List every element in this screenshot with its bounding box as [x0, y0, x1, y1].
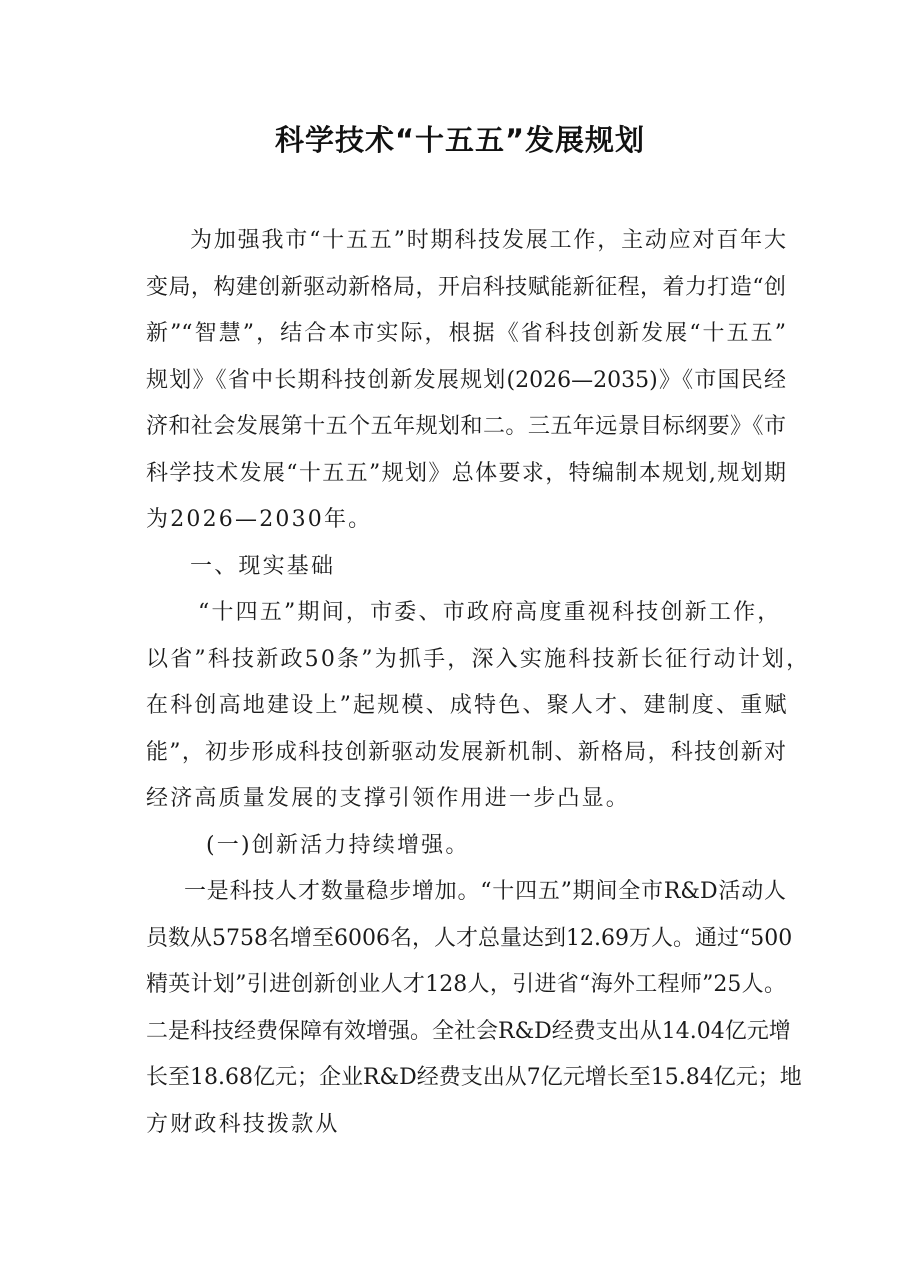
paragraph-line: 为2026—2030年。	[146, 507, 373, 532]
paragraph-line: 科学技术发展“十五五”规划》总体要求，特编制本规划,规划期	[146, 460, 786, 486]
paragraph-line: 一是科技人才数量稳步增加。“十四五”期间全市R&D活动人	[184, 879, 786, 904]
paragraph-line: 为加强我市“十五五”时期科技发展工作，主动应对百年大	[190, 228, 786, 253]
paragraph-line: 规划》《省中长期科技创新发展规划(2026—2035)》《市国民经	[146, 367, 786, 393]
paragraph-line: 以省”科技新政50条”为抓手，深入实施科技新长征行动计划，	[146, 646, 811, 672]
paragraph-line: 员数从5758名增至6006名，人才总量达到12.69万人。通过“500	[146, 925, 793, 951]
paragraph-line: 方财政科技拨款从	[146, 1111, 340, 1137]
paragraph-line: 长至18.68亿元；企业R&D经费支出从7亿元增长至15.84亿元；地	[146, 1065, 802, 1090]
paragraph-line: “十四五”期间，市委、市政府高度重视科技创新工作，	[198, 600, 782, 625]
paragraph-line: 经济高质量发展的支撑引领作用进一步凸显。	[146, 786, 631, 811]
paragraph-line: 在科创高地建设上”起规模、成特色、聚人才、建制度、重赋	[146, 693, 789, 718]
section-heading: 一、现实基础	[190, 553, 336, 579]
paragraph-line: 能”，初步形成科技创新驱动发展新机制、新格局，科技创新对	[146, 739, 786, 765]
paragraph-line: 精英计划”引进创新创业人才128人，引进省“海外工程师”25人。	[146, 972, 786, 997]
paragraph-line: 变局，构建创新驱动新格局，开启科技赋能新征程，着力打造“创	[146, 274, 786, 300]
paragraph-line: 二是科技经费保障有效增强。全社会R&D经费支出从14.04亿元增	[146, 1018, 791, 1044]
document-body	[146, 218, 811, 1148]
paragraph-line: 新”“智慧”，结合本市实际，根据《省科技创新发展“十五五”	[146, 321, 786, 346]
document-title: 科学技术“十五五”发展规划	[274, 123, 646, 157]
paragraph-line: 济和社会发展第十五个五年规划和二。三五年远景目标纲要》《市	[146, 414, 786, 439]
subsection-heading: (一)创新活力持续增强。	[206, 832, 470, 858]
